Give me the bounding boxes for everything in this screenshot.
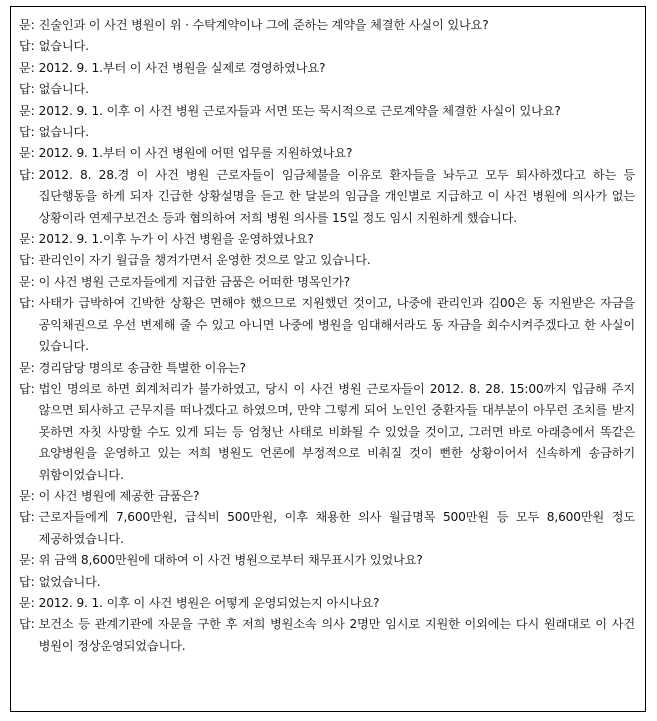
question-label: 문: [19, 274, 35, 289]
question-row [19, 486, 635, 507]
question-text: 2012. 9. 1.이후 누가 이 사건 병원을 운영하였나요? [38, 232, 314, 247]
answer-text: 법인 명의로 하면 회계처리가 불가하였고, 당시 이 사건 병원 근로자들이 2012. 8. 28. 15:00까지 입금해 주지 않으면 퇴사하고 근무지를 떠나겠다고 하였으며, 만약 그렇게 되어 노인인 중환자들 대부분이 아무런 조치를 받지 못하면 자칫 사망할 수도 있게 되는 등 엄청난 사태로 비화될 수 있었을 것이고, 그러면 바로 아래층에서 똑같은 요양병원을 운영하고 있는 저희 병원도 언론에 부정적으로 비춰질 것이 뻔한 상황이어서 신속하게 송금하기 위함이었습니다. [38, 381, 635, 482]
question-text: 경리담당 명의로 송금한 특별한 이유는? [38, 360, 246, 375]
question-label: 문: [19, 146, 35, 161]
question-row [19, 358, 635, 379]
question-row [19, 550, 635, 571]
answer-label: 답: [19, 253, 35, 268]
question-label: 문: [19, 488, 35, 503]
question-text: 이 사건 병원에 제공한 금품은? [38, 488, 200, 503]
answer-label: 답: [19, 39, 35, 54]
answer-text: 없었습니다. [38, 574, 101, 589]
answer-row [19, 379, 635, 486]
answer-row [19, 36, 635, 57]
answer-label: 답: [19, 617, 35, 632]
question-label: 문: [19, 360, 35, 375]
question-row [19, 58, 635, 79]
answer-label: 답: [19, 125, 35, 140]
qa-list [19, 15, 635, 657]
question-label: 문: [19, 232, 35, 247]
question-row [19, 593, 635, 614]
answer-row [19, 122, 635, 143]
answer-row [19, 293, 635, 357]
interrogation-record-box [10, 6, 646, 712]
answer-row [19, 165, 635, 229]
answer-text: 보건소 등 관계기관에 자문을 구한 후 저희 병원소속 의사 2명만 임시로 지원한 이외에는 다시 원래대로 이 사건 병원이 정상운영되었습니다. [38, 617, 635, 653]
question-text: 2012. 9. 1.부터 이 사건 병원에 어떤 업무를 지원하였나요? [38, 146, 353, 161]
answer-text: 관리인이 자기 월급을 챙겨가면서 운영한 것으로 알고 있습니다. [38, 253, 371, 268]
question-text: 위 금액 8,600만원에 대하여 이 사건 병원으로부터 채무표시가 있었나요? [38, 553, 423, 568]
answer-label: 답: [19, 167, 35, 182]
answer-label: 답: [19, 82, 35, 97]
answer-row [19, 614, 635, 657]
question-row [19, 143, 635, 164]
question-label: 문: [19, 18, 35, 32]
question-label: 문: [19, 553, 35, 568]
question-text: 2012. 9. 1. 이후 이 사건 병원은 어떻게 운영되었는지 아시나요? [38, 595, 380, 610]
question-row [19, 272, 635, 293]
answer-text: 없습니다. [38, 82, 89, 97]
question-row [19, 15, 635, 36]
answer-row [19, 507, 635, 550]
answer-label: 답: [19, 381, 35, 396]
question-text: 진술인과 이 사건 병원이 위 · 수탁계약이나 그에 준하는 계약을 체결한 사실이 있나요? [38, 18, 489, 32]
question-text: 이 사건 병원 근로자들에게 지급한 금품은 어떠한 명목인가? [38, 274, 350, 289]
answer-row [19, 572, 635, 593]
answer-label: 답: [19, 574, 35, 589]
question-row [19, 229, 635, 250]
question-label: 문: [19, 103, 35, 118]
answer-text: 근로자들에게 7,600만원, 급식비 500만원, 이후 채용한 의사 월급명목 500만원 등 모두 8,600만원 정도 제공하였습니다. [38, 510, 635, 546]
answer-text: 없습니다. [38, 125, 89, 140]
answer-label: 답: [19, 296, 35, 311]
question-label: 문: [19, 595, 35, 610]
answer-row [19, 250, 635, 271]
answer-row [19, 79, 635, 100]
question-label: 문: [19, 60, 35, 75]
answer-label: 답: [19, 510, 35, 525]
answer-text: 사태가 급박하여 긴박한 상황은 면해야 했으므로 지원했던 것이고, 나중에 관리인과 김00은 동 지원받은 자금을 공익채권으로 우선 변제해 줄 수 있고 아니면 나중에 병원을 임대해서라도 동 자금을 회수시켜주겠다고 한 사실이 있습니다. [38, 296, 635, 354]
answer-text: 없습니다. [38, 39, 89, 54]
answer-text: 2012. 8. 28.경 이 사건 병원 근로자들이 임금체불을 이유로 환자들을 놔두고 모두 퇴사하겠다고 하는 등 집단행동을 하게 되자 긴급한 상황설명을 듣고 한 달분의 임금을 개인별로 지급하고 이 사건 병원에 의사가 없는 상황이라 연제구보건소 등과 협의하여 저희 병원 의사를 15일 정도 임시 지원하게 했습니다. [38, 167, 635, 225]
question-row [19, 101, 635, 122]
question-text: 2012. 9. 1. 이후 이 사건 병원 근로자들과 서면 또는 묵시적으로 근로계약을 체결한 사실이 있나요? [38, 103, 561, 118]
question-text: 2012. 9. 1.부터 이 사건 병원을 실제로 경영하였나요? [38, 60, 326, 75]
